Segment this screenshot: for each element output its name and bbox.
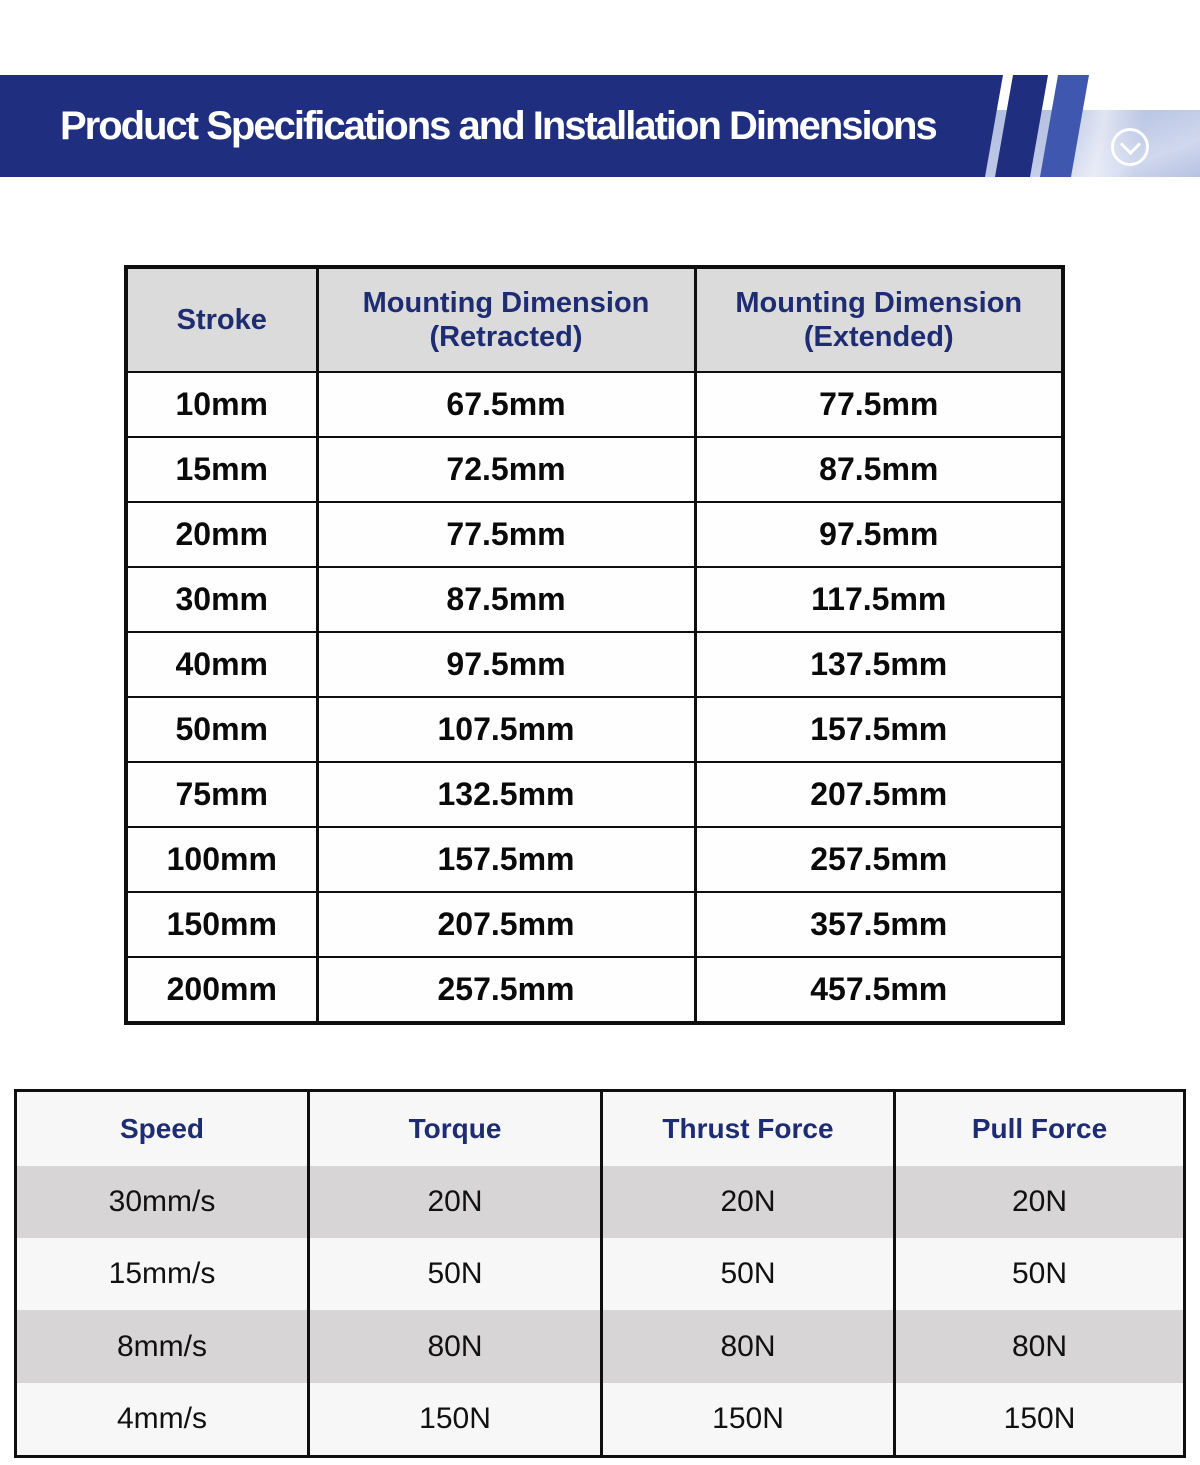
table-row	[16, 1383, 1185, 1457]
table-row	[16, 1166, 1185, 1238]
torque-header: Torque	[309, 1091, 602, 1167]
retracted-header	[317, 267, 695, 372]
pull-cell: 20N	[895, 1166, 1185, 1238]
retracted-cell: 67.5mm	[317, 372, 695, 437]
table-row	[16, 1238, 1185, 1310]
extended-cell: 97.5mm	[695, 502, 1063, 567]
table-row	[126, 502, 1063, 567]
extended-cell: 137.5mm	[695, 632, 1063, 697]
stroke-cell: 20mm	[126, 502, 317, 567]
table-row	[126, 697, 1063, 762]
pull-cell: 150N	[895, 1383, 1185, 1457]
chevron-down-icon	[1120, 134, 1141, 155]
extended-cell: 157.5mm	[695, 697, 1063, 762]
thrust-cell: 80N	[602, 1310, 895, 1382]
torque-cell: 20N	[309, 1166, 602, 1238]
stroke-cell: 75mm	[126, 762, 317, 827]
speed-cell: 30mm/s	[16, 1166, 309, 1238]
table-row	[126, 437, 1063, 502]
table-row	[126, 762, 1063, 827]
table-row	[126, 567, 1063, 632]
table-row	[126, 892, 1063, 957]
banner	[0, 75, 1200, 177]
thrust-cell: 20N	[602, 1166, 895, 1238]
thrust-cell: 50N	[602, 1238, 895, 1310]
stroke-header-label: Stroke	[176, 303, 267, 336]
stroke-cell: 100mm	[126, 827, 317, 892]
retracted-cell: 77.5mm	[317, 502, 695, 567]
speed-header: Speed	[16, 1091, 309, 1167]
mounting-dimension-table	[124, 265, 1065, 1025]
speed-cell: 8mm/s	[16, 1310, 309, 1382]
table-row	[126, 632, 1063, 697]
pull-cell: 80N	[895, 1310, 1185, 1382]
table-header-row	[16, 1091, 1185, 1167]
retracted-cell: 97.5mm	[317, 632, 695, 697]
torque-cell: 50N	[309, 1238, 602, 1310]
page-title: Product Specifications and Installation Dimensions	[60, 103, 936, 148]
extended-cell: 257.5mm	[695, 827, 1063, 892]
extended-header-line1: Mounting Dimension	[735, 286, 1023, 319]
extended-header-line2: (Extended)	[803, 321, 954, 353]
torque-cell: 80N	[309, 1310, 602, 1382]
extended-cell: 117.5mm	[695, 567, 1063, 632]
retracted-cell: 207.5mm	[317, 892, 695, 957]
chevron-down-circle-icon[interactable]	[1111, 128, 1149, 166]
thrust-cell: 150N	[602, 1383, 895, 1457]
retracted-cell: 157.5mm	[317, 827, 695, 892]
stroke-cell: 40mm	[126, 632, 317, 697]
speed-cell: 15mm/s	[16, 1238, 309, 1310]
extended-cell: 77.5mm	[695, 372, 1063, 437]
pull-cell: 50N	[895, 1238, 1185, 1310]
retracted-cell: 72.5mm	[317, 437, 695, 502]
stroke-cell: 15mm	[126, 437, 317, 502]
table-header-row	[126, 267, 1063, 372]
retracted-cell: 107.5mm	[317, 697, 695, 762]
stroke-cell: 30mm	[126, 567, 317, 632]
table-row	[126, 827, 1063, 892]
retracted-cell: 87.5mm	[317, 567, 695, 632]
retracted-header-line1: Mounting Dimension	[362, 286, 650, 319]
extended-cell: 457.5mm	[695, 957, 1063, 1023]
table-row	[16, 1310, 1185, 1382]
stroke-header	[126, 267, 317, 372]
pull-force-header: Pull Force	[895, 1091, 1185, 1167]
stroke-cell: 200mm	[126, 957, 317, 1023]
retracted-cell: 257.5mm	[317, 957, 695, 1023]
table-row	[126, 372, 1063, 437]
table-row	[126, 957, 1063, 1023]
extended-cell: 207.5mm	[695, 762, 1063, 827]
retracted-cell: 132.5mm	[317, 762, 695, 827]
extended-cell: 87.5mm	[695, 437, 1063, 502]
retracted-header-line2: (Retracted)	[429, 321, 583, 353]
torque-cell: 150N	[309, 1383, 602, 1457]
stroke-cell: 50mm	[126, 697, 317, 762]
thrust-force-header: Thrust Force	[602, 1091, 895, 1167]
stroke-cell: 150mm	[126, 892, 317, 957]
speed-force-table	[14, 1089, 1186, 1458]
speed-cell: 4mm/s	[16, 1383, 309, 1457]
extended-header	[695, 267, 1063, 372]
extended-cell: 357.5mm	[695, 892, 1063, 957]
stroke-cell: 10mm	[126, 372, 317, 437]
